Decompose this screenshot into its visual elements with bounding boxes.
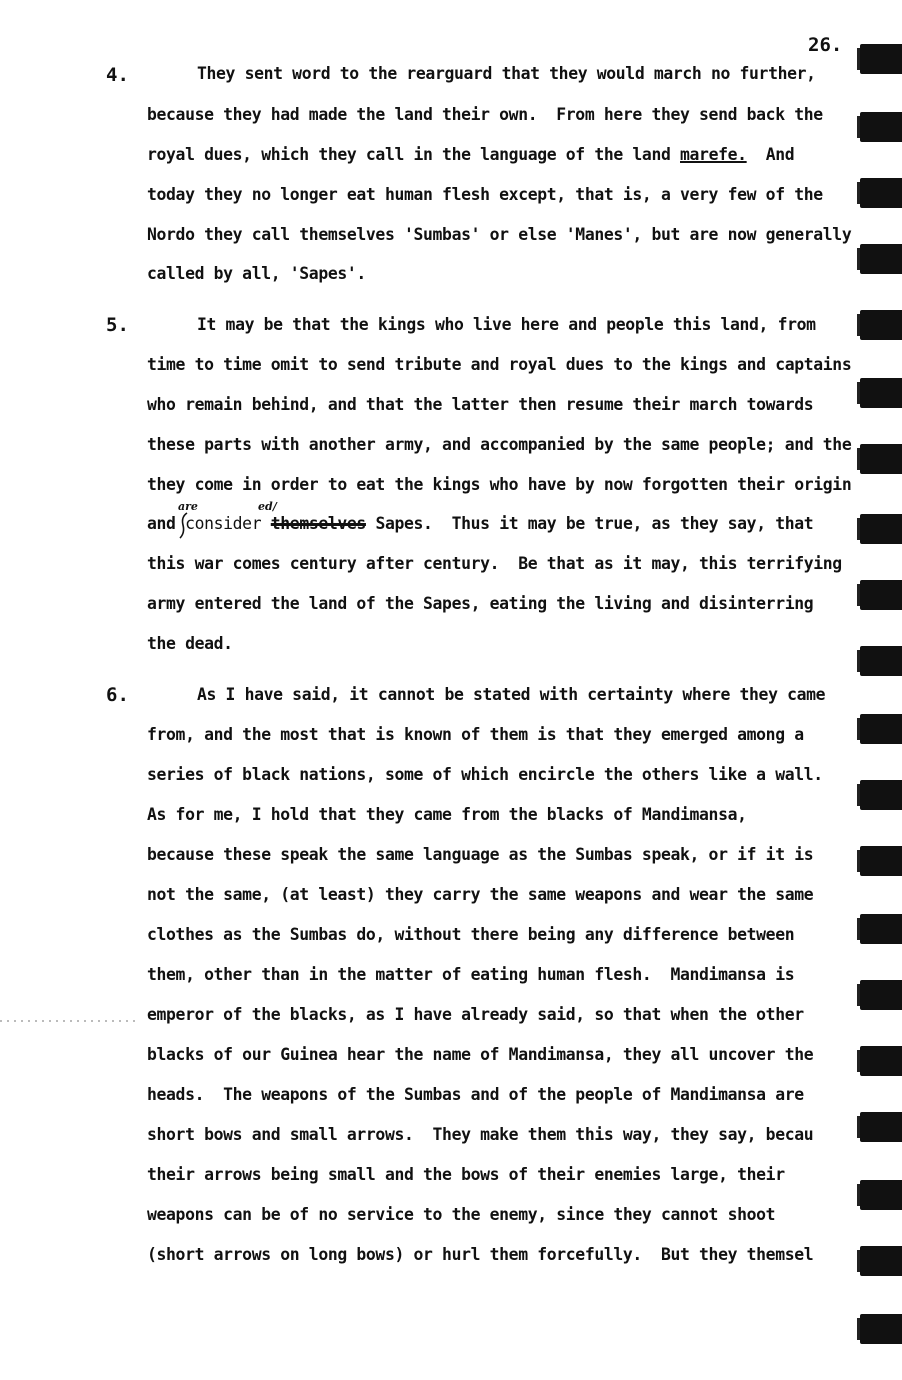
text-line: heads. The weapons of the Sumbas and of the people of Mandimansa are <box>147 1085 804 1104</box>
text-segment: and <box>147 514 186 533</box>
edge-tab <box>860 1112 902 1142</box>
text-line: time to time omit to send tribute and royal dues to the kings and captains <box>147 355 852 374</box>
text-line: the dead. <box>147 634 233 653</box>
edge-tab <box>860 714 902 744</box>
edge-tab <box>860 914 902 944</box>
edge-tab <box>860 378 902 408</box>
text-line: from, and the most that is known of them is that they emerged among a <box>147 725 804 744</box>
text-line: today they no longer eat human flesh except, that is, a very few of the <box>147 185 823 204</box>
text-line: this war comes century after century. Be that as it may, this terrifying <box>147 554 842 573</box>
edge-tab <box>860 780 902 810</box>
text-line: because these speak the same language as the Sumbas speak, or if it is <box>147 845 814 864</box>
paragraph-number: 6. <box>106 684 129 706</box>
text-line: emperor of the blacks, as I have already said, so that when the other <box>147 1005 804 1024</box>
text-line: Nordo they call themselves 'Sumbas' or else 'Manes', but are now generally <box>147 225 852 244</box>
text-line: As I have said, it cannot be stated with certainty where they came <box>197 685 826 704</box>
handwritten-annotation-ed: ed/ <box>258 500 277 513</box>
text-line: blacks of our Guinea hear the name of Mandimansa, they all uncover the <box>147 1045 814 1064</box>
text-line <box>147 145 794 165</box>
edge-tab <box>860 846 902 876</box>
text-line: As for me, I hold that they came from the blacks of Mandimansa, <box>147 805 747 824</box>
text-segment-consider: consider <box>185 514 262 533</box>
edge-tab <box>860 178 902 208</box>
text-segment: Sapes. Thus it may be true, as they say, that <box>365 514 814 533</box>
text-line: not the same, (at least) they carry the same weapons and wear the same <box>147 885 814 904</box>
handwritten-annotation-are: are <box>178 500 198 513</box>
edge-tab <box>860 1046 902 1076</box>
edge-tab <box>860 1180 902 1210</box>
text-line: (short arrows on long bows) or hurl them forcefully. But they themsel <box>147 1245 814 1264</box>
edge-tab <box>860 580 902 610</box>
text-line: them, other than in the matter of eating human flesh. Mandimansa is <box>147 965 795 984</box>
text-segment: royal dues, which they call in the language of the land <box>147 145 681 164</box>
edge-tab <box>860 244 902 274</box>
edge-tab <box>860 310 902 340</box>
text-line: they come in order to eat the kings who have by now forgotten their origin <box>147 475 852 494</box>
text-line: who remain behind, and that the latter then resume their march towards <box>147 395 814 414</box>
text-line: weapons can be of no service to the enemy, since they cannot shoot <box>147 1205 776 1224</box>
text-line <box>147 514 813 534</box>
struck-word: themselves <box>270 514 366 533</box>
text-segment: And <box>746 145 795 164</box>
underlined-word: marefe. <box>680 145 747 164</box>
edge-tab <box>860 514 902 544</box>
text-line: army entered the land of the Sapes, eating the living and disinterring <box>147 594 814 613</box>
text-line: because they had made the land their own. From here they send back the <box>147 105 823 124</box>
text-line: these parts with another army, and accompanied by the same people; and the <box>147 435 852 454</box>
edge-tab <box>860 1314 902 1344</box>
text-line: series of black nations, some of which encircle the others like a wall. <box>147 765 823 784</box>
text-line: called by all, 'Sapes'. <box>147 264 366 283</box>
paragraph-number: 4. <box>106 64 129 86</box>
scan-artifact <box>0 1020 140 1022</box>
text-line: their arrows being small and the bows of their enemies large, their <box>147 1165 785 1184</box>
edge-tab <box>860 444 902 474</box>
edge-tab <box>860 44 902 74</box>
page-edge-index-tabs <box>852 0 902 1380</box>
text-line: short bows and small arrows. They make them this way, they say, becau <box>147 1125 814 1144</box>
text-line: It may be that the kings who live here and people this land, from <box>197 315 816 334</box>
page-number: 26. <box>808 34 843 56</box>
edge-tab <box>860 112 902 142</box>
paragraph-number: 5. <box>106 314 129 336</box>
text-line: They sent word to the rearguard that they would march no further, <box>197 64 816 83</box>
edge-tab <box>860 1246 902 1276</box>
text-line: clothes as the Sumbas do, without there being any difference between <box>147 925 795 944</box>
edge-tab <box>860 646 902 676</box>
edge-tab <box>860 980 902 1010</box>
